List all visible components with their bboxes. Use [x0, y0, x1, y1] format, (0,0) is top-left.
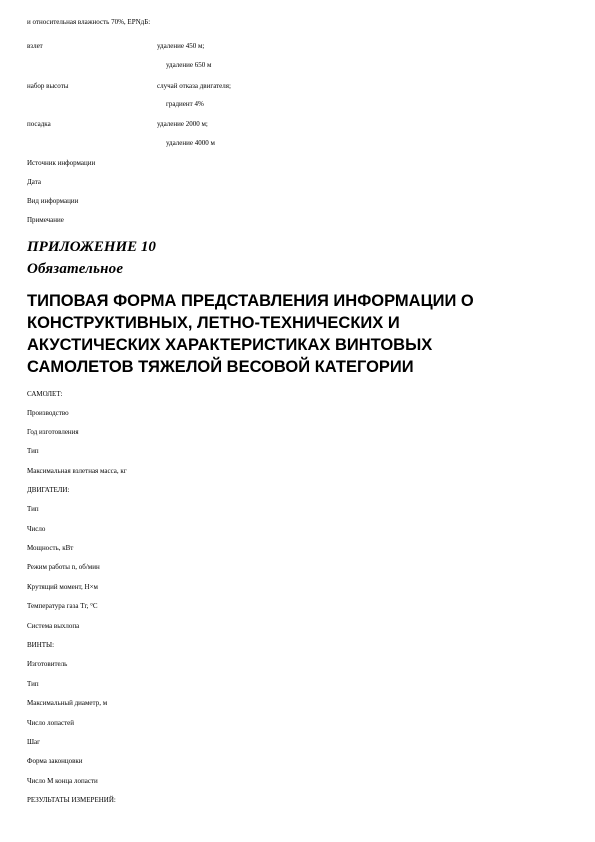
source-label: Источник информации — [27, 159, 96, 167]
form-line: Число — [27, 525, 46, 533]
date-label: Дата — [27, 178, 41, 186]
form-line: Изготовитель — [27, 660, 68, 668]
form-line: Производство — [27, 409, 69, 417]
section-engines: ДВИГАТЕЛИ: — [27, 486, 70, 494]
heading-line: КОНСТРУКТИВНЫХ, ЛЕТНО-ТЕХНИЧЕСКИХ И — [27, 314, 400, 332]
form-line: Число М конца лопасти — [27, 777, 98, 785]
takeoff-value-2: удаление 650 м — [166, 61, 212, 69]
form-line: Температура газа Тг, °С — [27, 602, 98, 610]
form-line: Год изготовления — [27, 428, 79, 436]
climb-value-1: случай отказа двигателя; — [157, 82, 231, 90]
landing-value-2: удаление 4000 м — [166, 139, 215, 147]
heading-line: САМОЛЕТОВ ТЯЖЕЛОЙ ВЕСОВОЙ КАТЕГОРИИ — [27, 358, 414, 376]
form-line: Число лопастей — [27, 719, 75, 727]
appendix-title: ПРИЛОЖЕНИЕ 10 — [27, 239, 156, 255]
heading-line: ТИПОВАЯ ФОРМА ПРЕДСТАВЛЕНИЯ ИНФОРМАЦИИ О — [27, 292, 474, 310]
appendix-subtitle: Обязательное — [27, 261, 124, 277]
heading-line: АКУСТИЧЕСКИХ ХАРАКТЕРИСТИКАХ ВИНТОВЫХ — [27, 336, 433, 354]
form-line: Форма законцовки — [27, 757, 83, 765]
info-type-label: Вид информации — [27, 197, 79, 205]
section-results: РЕЗУЛЬТАТЫ ИЗМЕРЕНИЙ: — [27, 796, 116, 804]
form-line: Тип — [27, 505, 39, 513]
takeoff-label: взлет — [27, 42, 43, 50]
form-line: Режим работы n, об/мин — [27, 563, 100, 571]
form-line: Мощность, кВт — [27, 544, 74, 552]
climb-value-2: градиент 4% — [166, 100, 204, 108]
form-line: Шаг — [27, 738, 41, 746]
form-line: Тип — [27, 680, 39, 688]
form-line: Максимальная взлетная масса, кг — [27, 467, 127, 475]
note-label: Примечание — [27, 216, 64, 224]
intro-line: и относительная влажность 70%, ЕРNдБ: — [27, 18, 151, 26]
takeoff-value-1: удаление 450 м; — [157, 42, 205, 50]
landing-label: посадка — [27, 120, 51, 128]
form-line: Тип — [27, 447, 39, 455]
form-heading — [27, 290, 567, 378]
section-aircraft: САМОЛЕТ: — [27, 390, 63, 398]
form-line: Максимальный диаметр, м — [27, 699, 108, 707]
section-propellers: ВИНТЫ: — [27, 641, 55, 649]
climb-label: набор высоты — [27, 82, 69, 90]
form-line: Система выхлопа — [27, 622, 80, 630]
landing-value-1: удаление 2000 м; — [157, 120, 208, 128]
form-line: Крутящий момент, Н×м — [27, 583, 98, 591]
